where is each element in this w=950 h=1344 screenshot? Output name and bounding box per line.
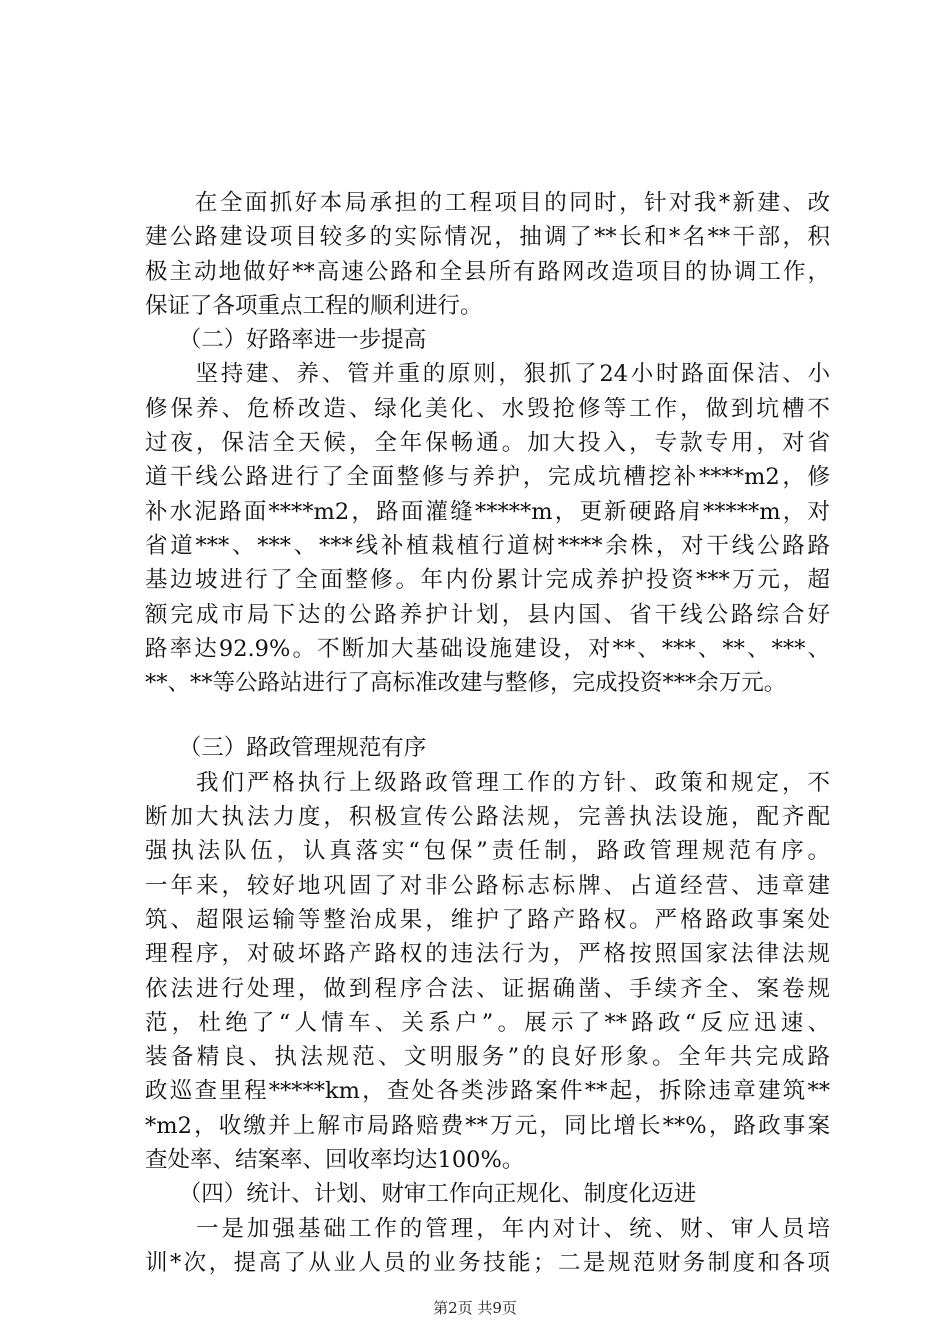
text-line: 保证了各项重点工程的顺利进行。 [145,292,483,319]
section-heading-road-quality: （二）好路率进一步提高 [145,327,427,354]
paragraph-road-maintenance [145,357,830,700]
page-number-footer: 第2页 共9页 [433,1299,517,1317]
text-line: 建公路建设项目较多的实际情况，抽调了**长和*名**干部，积 [145,224,830,251]
section-heading-statistics-finance: （四）统计、计划、财审工作向正规化、制度化迈进 [145,1181,697,1208]
text-line: 坚持建、养、管并重的原则，狠抓了24小时路面保洁、小 [145,361,830,388]
section-heading-road-administration: （三）路政管理规范有序 [145,735,427,762]
text-line: 在全面抓好本局承担的工程项目的同时，针对我*新建、改 [145,190,830,216]
text-line: 筑、超限运输等整治成果，维护了路产路权。严格路政事案处 [145,906,830,933]
text-line: 查处率、结案率、回收率均达100%。 [145,1147,525,1174]
text-line: 装备精良、执法规范、文明服务”的良好形象。全年共完成路 [145,1044,830,1071]
text-line: 理程序，对破坏路产路权的违法行为，严格按照国家法律法规 [145,941,830,968]
text-line: 政巡查里程*****km，查处各类涉路案件**起，拆除违章建筑** [145,1078,830,1105]
text-line: 一年来，较好地巩固了对非公路标志标牌、占道经营、违章建 [145,872,830,899]
text-line: *m2，收缴并上解市局路赔费**万元，同比增长**%，路政事案 [145,1112,830,1139]
paragraph-road-administration [145,766,830,1178]
text-line: 路率达92.9%。不断加大基础设施建设，对**、***、**、***、 [145,635,830,662]
text-line: 基边坡进行了全面整修。年内份累计完成养护投资***万元，超 [145,567,830,594]
text-line: 额完成市局下达的公路养护计划，县内国、省干线公路综合好 [145,601,830,628]
paragraph-basic-work-management [145,1212,830,1281]
text-line: **、**等公路站进行了高标准改建与整修，完成投资***余万元。 [145,670,787,697]
text-line: 断加大执法力度，积极宣传公路法规，完善执法设施，配齐配 [145,804,830,831]
text-line: 补水泥路面****m2，路面灌缝*****m，更新硬路肩*****m，对 [145,498,830,525]
text-line: 修保养、危桥改造、绿化美化、水毁抢修等工作，做到坑槽不 [145,395,830,422]
document-body [145,186,830,1280]
text-line: 范，杜绝了“人情车、关系户”。展示了**路政“反应迅速、 [145,1009,830,1036]
text-line: 训*次，提高了从业人员的业务技能；二是规范财务制度和各项 [145,1249,830,1276]
text-line: 道干线公路进行了全面整修与养护，完成坑槽挖补****m2，修 [145,464,830,491]
text-line: 极主动地做好**高速公路和全县所有路网改造项目的协调工作， [145,258,830,285]
paragraph-spacer [145,700,830,731]
text-line: 过夜，保洁全天候，全年保畅通。加大投入，专款专用，对省 [145,430,830,457]
paragraph-project-coordination [145,186,830,323]
text-line: 强执法队伍，认真落实“包保”责任制，路政管理规范有序。 [145,838,830,865]
text-line: 我们严格执行上级路政管理工作的方针、政策和规定，不 [145,769,830,796]
text-line: 依法进行处理，做到程序合法、证据确凿、手续齐全、案卷规 [145,975,830,1002]
text-line: 一是加强基础工作的管理，年内对计、统、财、审人员培 [145,1215,830,1242]
text-line: 省道***、***、***线补植栽植行道树****余株，对干线公路路 [145,532,830,559]
